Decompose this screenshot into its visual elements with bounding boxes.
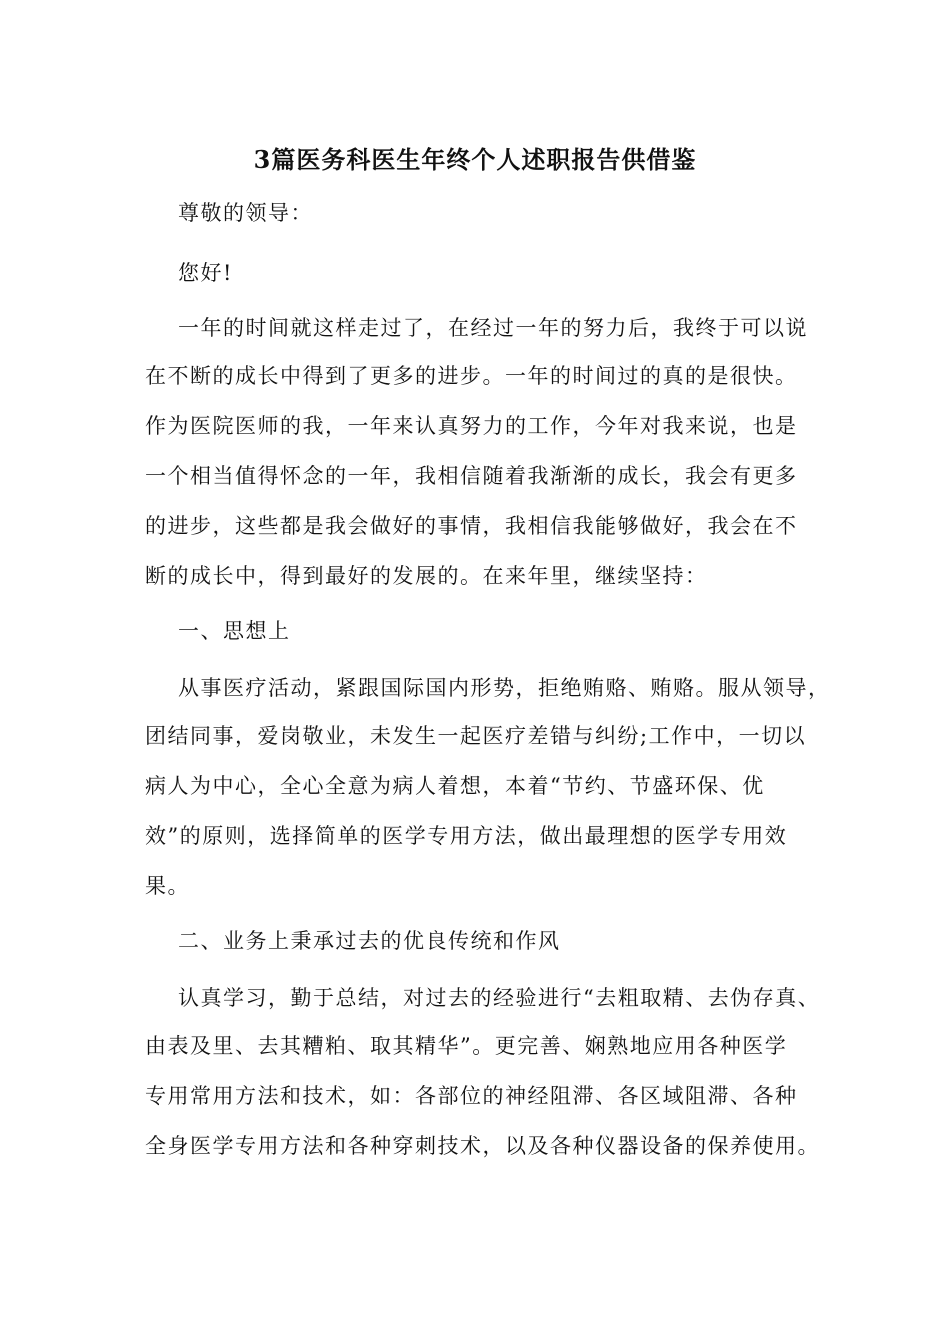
salutation: 尊敬的领导： bbox=[178, 201, 313, 225]
section-heading-1: 一、思想上 bbox=[178, 619, 291, 643]
paragraph-2-line: 果。 bbox=[145, 874, 190, 898]
section-heading-2: 二、业务上秉承过去的优良传统和作风 bbox=[178, 929, 561, 953]
paragraph-2-line: 从事医疗活动，紧跟国际国内形势，拒绝贿赂、贿赂。服从领导， bbox=[178, 676, 831, 700]
paragraph-1-line: 的进步，这些都是我会做好的事情，我相信我能够做好，我会在不 bbox=[145, 514, 798, 538]
paragraph-1-line: 在不断的成长中得到了更多的进步。一年的时间过的真的是很快。 bbox=[145, 364, 798, 388]
paragraph-2-line: 效”的原则，选择简单的医学专用方法，做出最理想的医学专用效 bbox=[145, 824, 788, 848]
greeting: 您好! bbox=[178, 261, 233, 285]
paragraph-3-line: 全身医学专用方法和各种穿刺技术，以及各种仪器设备的保养使用。 bbox=[145, 1134, 820, 1158]
paragraph-1-line: 作为医院医师的我，一年来认真努力的工作，今年对我来说，也是 bbox=[145, 414, 798, 438]
paragraph-1-line: 一年的时间就这样走过了，在经过一年的努力后，我终于可以说 bbox=[178, 316, 808, 340]
paragraph-3-line: 认真学习，勤于总结，对过去的经验进行“去粗取精、去伪存真、 bbox=[178, 986, 821, 1010]
paragraph-3-line: 专用常用方法和技术，如：各部位的神经阻滞、各区域阻滞、各种 bbox=[145, 1084, 798, 1108]
paragraph-2-line: 团结同事，爱岗敬业，未发生一起医疗差错与纠纷;工作中，一切以 bbox=[145, 724, 807, 748]
paragraph-3-line: 由表及里、去其糟粕、取其精华”。更完善、娴熟地应用各种医学 bbox=[145, 1034, 788, 1058]
paragraph-1-line: 断的成长中，得到最好的发展的。在来年里，继续坚持： bbox=[145, 564, 708, 588]
paragraph-2-line: 病人为中心，全心全意为病人着想，本着“节约、节盛环保、优 bbox=[145, 774, 765, 798]
paragraph-1-line: 一个相当值得怀念的一年，我相信随着我渐渐的成长，我会有更多 bbox=[145, 464, 798, 488]
document-title: 3篇医务科医生年终个人述职报告供借鉴 bbox=[253, 145, 697, 174]
